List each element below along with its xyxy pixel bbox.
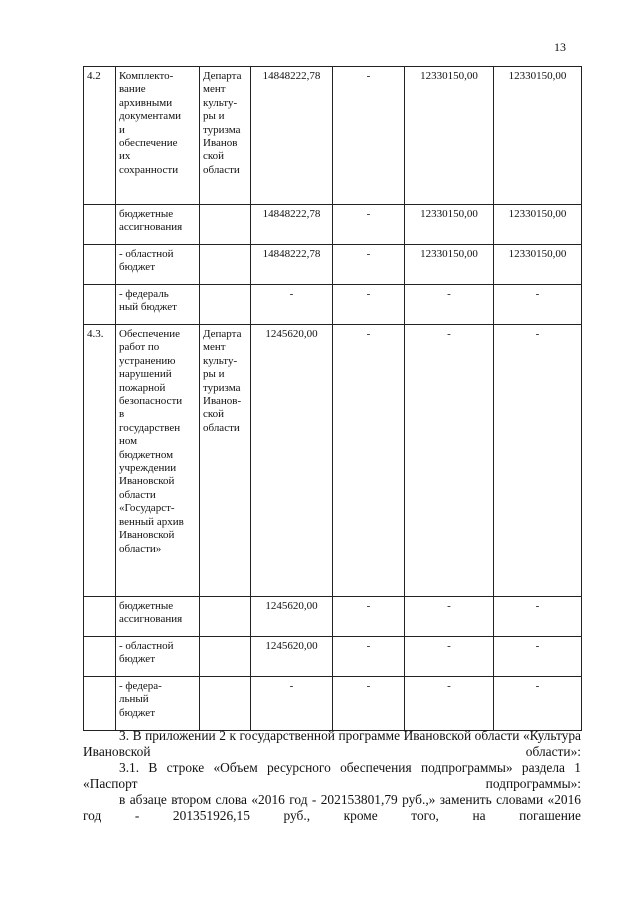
table-body (84, 67, 582, 731)
value-cell-4-text: - (535, 328, 540, 340)
value-cell-1-text: 14848222,78 (262, 70, 321, 82)
row-number-cell (84, 285, 116, 325)
value-cell-1-text: - (289, 680, 294, 692)
value-cell-4-text: 12330150,00 (508, 208, 567, 220)
value-cell-1 (251, 285, 333, 325)
item-name-cell (116, 67, 200, 205)
value-cell-1-text: 14848222,78 (262, 248, 321, 260)
value-cell-1 (251, 245, 333, 285)
value-cell-2 (333, 637, 405, 677)
table-row (84, 325, 582, 597)
body-text (83, 728, 581, 824)
value-cell-4-text: - (535, 288, 540, 300)
table-row (84, 67, 582, 205)
table-row (84, 285, 582, 325)
item-name-cell-text: бюджетные ассигнования (119, 208, 183, 234)
item-name-cell (116, 597, 200, 637)
paragraph-3: 3. В приложении 2 к государственной программе Ивановской области «Культура Ивановской области»: (83, 728, 581, 759)
executor-cell (200, 67, 251, 205)
value-cell-1 (251, 205, 333, 245)
table-row (84, 205, 582, 245)
value-cell-1-text: 1245620,00 (265, 328, 318, 340)
row-number-cell (84, 245, 116, 285)
value-cell-1 (251, 67, 333, 205)
row-number-cell (84, 325, 116, 597)
executor-cell (200, 245, 251, 285)
value-cell-4 (494, 67, 582, 205)
value-cell-3 (405, 597, 494, 637)
executor-cell-text: Департа мент культу- ры и туризма Иванов- ской области (203, 328, 242, 434)
table-row (84, 677, 582, 731)
row-number-cell-text: 4.2 (87, 70, 101, 82)
value-cell-3-text: 12330150,00 (420, 248, 478, 260)
value-cell-4 (494, 205, 582, 245)
item-name-cell (116, 677, 200, 731)
value-cell-1 (251, 677, 333, 731)
value-cell-1-text: 1245620,00 (265, 600, 318, 612)
value-cell-1 (251, 637, 333, 677)
item-name-cell-text: - областной бюджет (119, 640, 174, 666)
value-cell-2 (333, 205, 405, 245)
value-cell-4 (494, 325, 582, 597)
value-cell-3 (405, 205, 494, 245)
table-row (84, 245, 582, 285)
budget-table (83, 66, 582, 731)
row-number-cell (84, 677, 116, 731)
value-cell-2-text: - (366, 208, 371, 220)
item-name-cell (116, 637, 200, 677)
value-cell-2-text: - (366, 640, 371, 652)
value-cell-1 (251, 325, 333, 597)
paragraph-3-1-abzac: в абзаце втором слова «2016 год - 202153801,79 руб.,» заменить словами «2016 год - 201351926,15 руб., кроме того, на погашение (83, 792, 581, 823)
value-cell-4-text: 12330150,00 (508, 70, 567, 82)
value-cell-4-text: 12330150,00 (508, 248, 567, 260)
item-name-cell (116, 245, 200, 285)
value-cell-2 (333, 245, 405, 285)
value-cell-2-text: - (366, 328, 371, 340)
executor-cell (200, 285, 251, 325)
value-cell-3-text: - (447, 680, 451, 692)
item-name-cell-text: - областной бюджет (119, 248, 174, 274)
executor-cell (200, 205, 251, 245)
row-number-cell-text: 4.3. (87, 328, 104, 340)
item-name-cell (116, 285, 200, 325)
value-cell-3 (405, 285, 494, 325)
value-cell-3 (405, 325, 494, 597)
item-name-cell-text: Обеспечение работ по устранению нарушений пожарной безопасности в государствен ном бюджетном учреждении Ивановской области «Государст- венный архив Ивановской области» (119, 328, 184, 555)
value-cell-2 (333, 67, 405, 205)
row-number-cell (84, 205, 116, 245)
value-cell-3-text: - (447, 600, 451, 612)
item-name-cell-text: бюджетные ассигнования (119, 600, 183, 626)
value-cell-2-text: - (366, 288, 371, 300)
value-cell-3-text: - (447, 288, 451, 300)
item-name-cell (116, 325, 200, 597)
value-cell-4-text: - (535, 680, 540, 692)
value-cell-2-text: - (366, 248, 371, 260)
value-cell-2 (333, 285, 405, 325)
value-cell-1-text: 1245620,00 (265, 640, 318, 652)
value-cell-3-text: - (447, 640, 451, 652)
executor-cell (200, 637, 251, 677)
value-cell-3-text: - (447, 328, 451, 340)
value-cell-3 (405, 67, 494, 205)
item-name-cell-text: - федера- льный бюджет (119, 680, 162, 719)
row-number-cell (84, 67, 116, 205)
value-cell-2-text: - (366, 680, 371, 692)
item-name-cell-text: - федераль ный бюджет (119, 288, 177, 314)
value-cell-3-text: 12330150,00 (420, 70, 478, 82)
item-name-cell (116, 205, 200, 245)
value-cell-4 (494, 597, 582, 637)
value-cell-4 (494, 245, 582, 285)
value-cell-4 (494, 285, 582, 325)
executor-cell (200, 325, 251, 597)
executor-cell-text: Департа мент культу- ры и туризма Иванов ской области (203, 70, 242, 176)
value-cell-3 (405, 677, 494, 731)
value-cell-2 (333, 677, 405, 731)
value-cell-4 (494, 677, 582, 731)
value-cell-3-text: 12330150,00 (420, 208, 478, 220)
executor-cell (200, 597, 251, 637)
value-cell-4-text: - (535, 640, 540, 652)
table-row (84, 597, 582, 637)
value-cell-2-text: - (366, 600, 371, 612)
table-row (84, 637, 582, 677)
executor-cell (200, 677, 251, 731)
value-cell-4-text: - (535, 600, 540, 612)
row-number-cell (84, 597, 116, 637)
row-number-cell (84, 637, 116, 677)
value-cell-3 (405, 637, 494, 677)
value-cell-3 (405, 245, 494, 285)
value-cell-1-text: - (289, 288, 294, 300)
value-cell-2 (333, 325, 405, 597)
value-cell-1-text: 14848222,78 (262, 208, 321, 220)
value-cell-2-text: - (366, 70, 371, 82)
value-cell-4 (494, 637, 582, 677)
page-number: 13 (554, 40, 566, 54)
value-cell-2 (333, 597, 405, 637)
paragraph-3-1: 3.1. В строке «Объем ресурсного обеспечения подпрограммы» раздела 1 «Паспорт подпрограммы»: (83, 760, 581, 791)
value-cell-1 (251, 597, 333, 637)
item-name-cell-text: Комплекто- вание архивными документами и обеспечение их сохранности (119, 70, 182, 176)
